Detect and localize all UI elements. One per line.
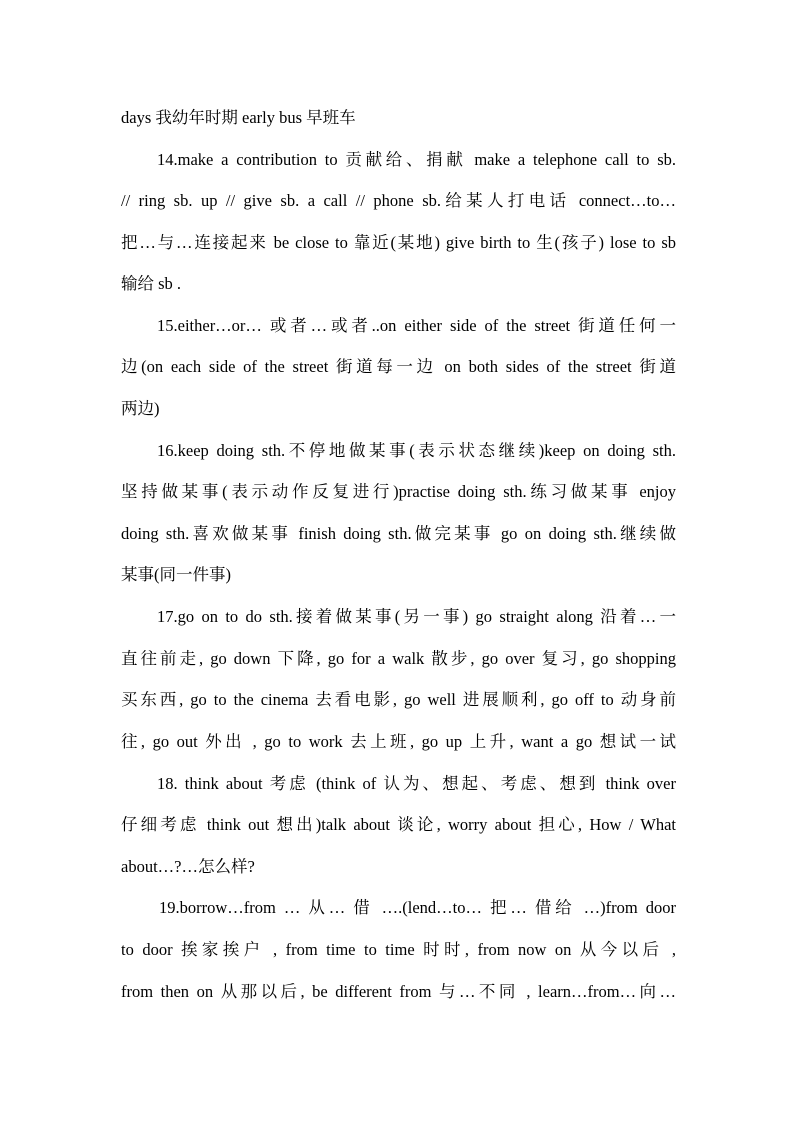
text-line: 仔细考虑 think out 想出)talk about 谈论, worry about 担心, How / What bbox=[121, 815, 676, 834]
text-line: to door 挨家挨户 , from time to time 时时, from now on 从今以后 , bbox=[121, 940, 676, 959]
text-line: 15.either…or… 或者…或者..on either side of the street 街道任何一 bbox=[157, 316, 676, 335]
text-line: days 我幼年时期 early bus 早班车 bbox=[121, 108, 356, 127]
text-line: from then on 从那以后, be different from 与…不同 , learn…from…向… bbox=[121, 982, 676, 1001]
text-line: 某事(同一件事) bbox=[121, 565, 231, 584]
text-line: about…?…怎么样? bbox=[121, 857, 255, 876]
text-line: 17.go on to do sth.接着做某事(另一事) go straight along 沿着…一 bbox=[157, 607, 676, 626]
text-line: 16.keep doing sth.不停地做某事(表示状态继续)keep on doing sth. bbox=[157, 441, 676, 460]
text-line: 14.make a contribution to 贡献给、捐献 make a telephone call to sb. bbox=[157, 150, 676, 169]
text-line: 输给 sb . bbox=[121, 274, 182, 293]
text-line: 往, go out 外出 , go to work 去上班, go up 上升, want a go 想试一试 bbox=[121, 732, 676, 751]
text-line: 两边) bbox=[121, 399, 160, 418]
text-line: 19.borrow…from … 从… 借 ….(lend…to… 把… 借给 …)from door bbox=[159, 898, 676, 917]
text-line: // ring sb. up // give sb. a call // phone sb.给某人打电话 connect…to… bbox=[121, 191, 676, 210]
text-line: 买东西, go to the cinema 去看电影, go well 进展顺利, go off to 动身前 bbox=[121, 690, 676, 709]
text-line: 18. think about 考虑 (think of 认为、想起、考虑、想到 think over bbox=[157, 774, 676, 793]
text-line: 把…与…连接起来 be close to 靠近(某地) give birth to 生(孩子) lose to sb bbox=[121, 233, 676, 252]
text-line: 坚持做某事(表示动作反复进行)practise doing sth.练习做某事 enjoy bbox=[121, 482, 676, 501]
text-line: 边(on each side of the street 街道每一边 on both sides of the street 街道 bbox=[121, 357, 676, 376]
text-line: doing sth.喜欢做某事 finish doing sth.做完某事 go on doing sth.继续做 bbox=[121, 524, 676, 543]
text-line: 直往前走, go down 下降, go for a walk 散步, go over 复习, go shopping bbox=[121, 649, 676, 668]
